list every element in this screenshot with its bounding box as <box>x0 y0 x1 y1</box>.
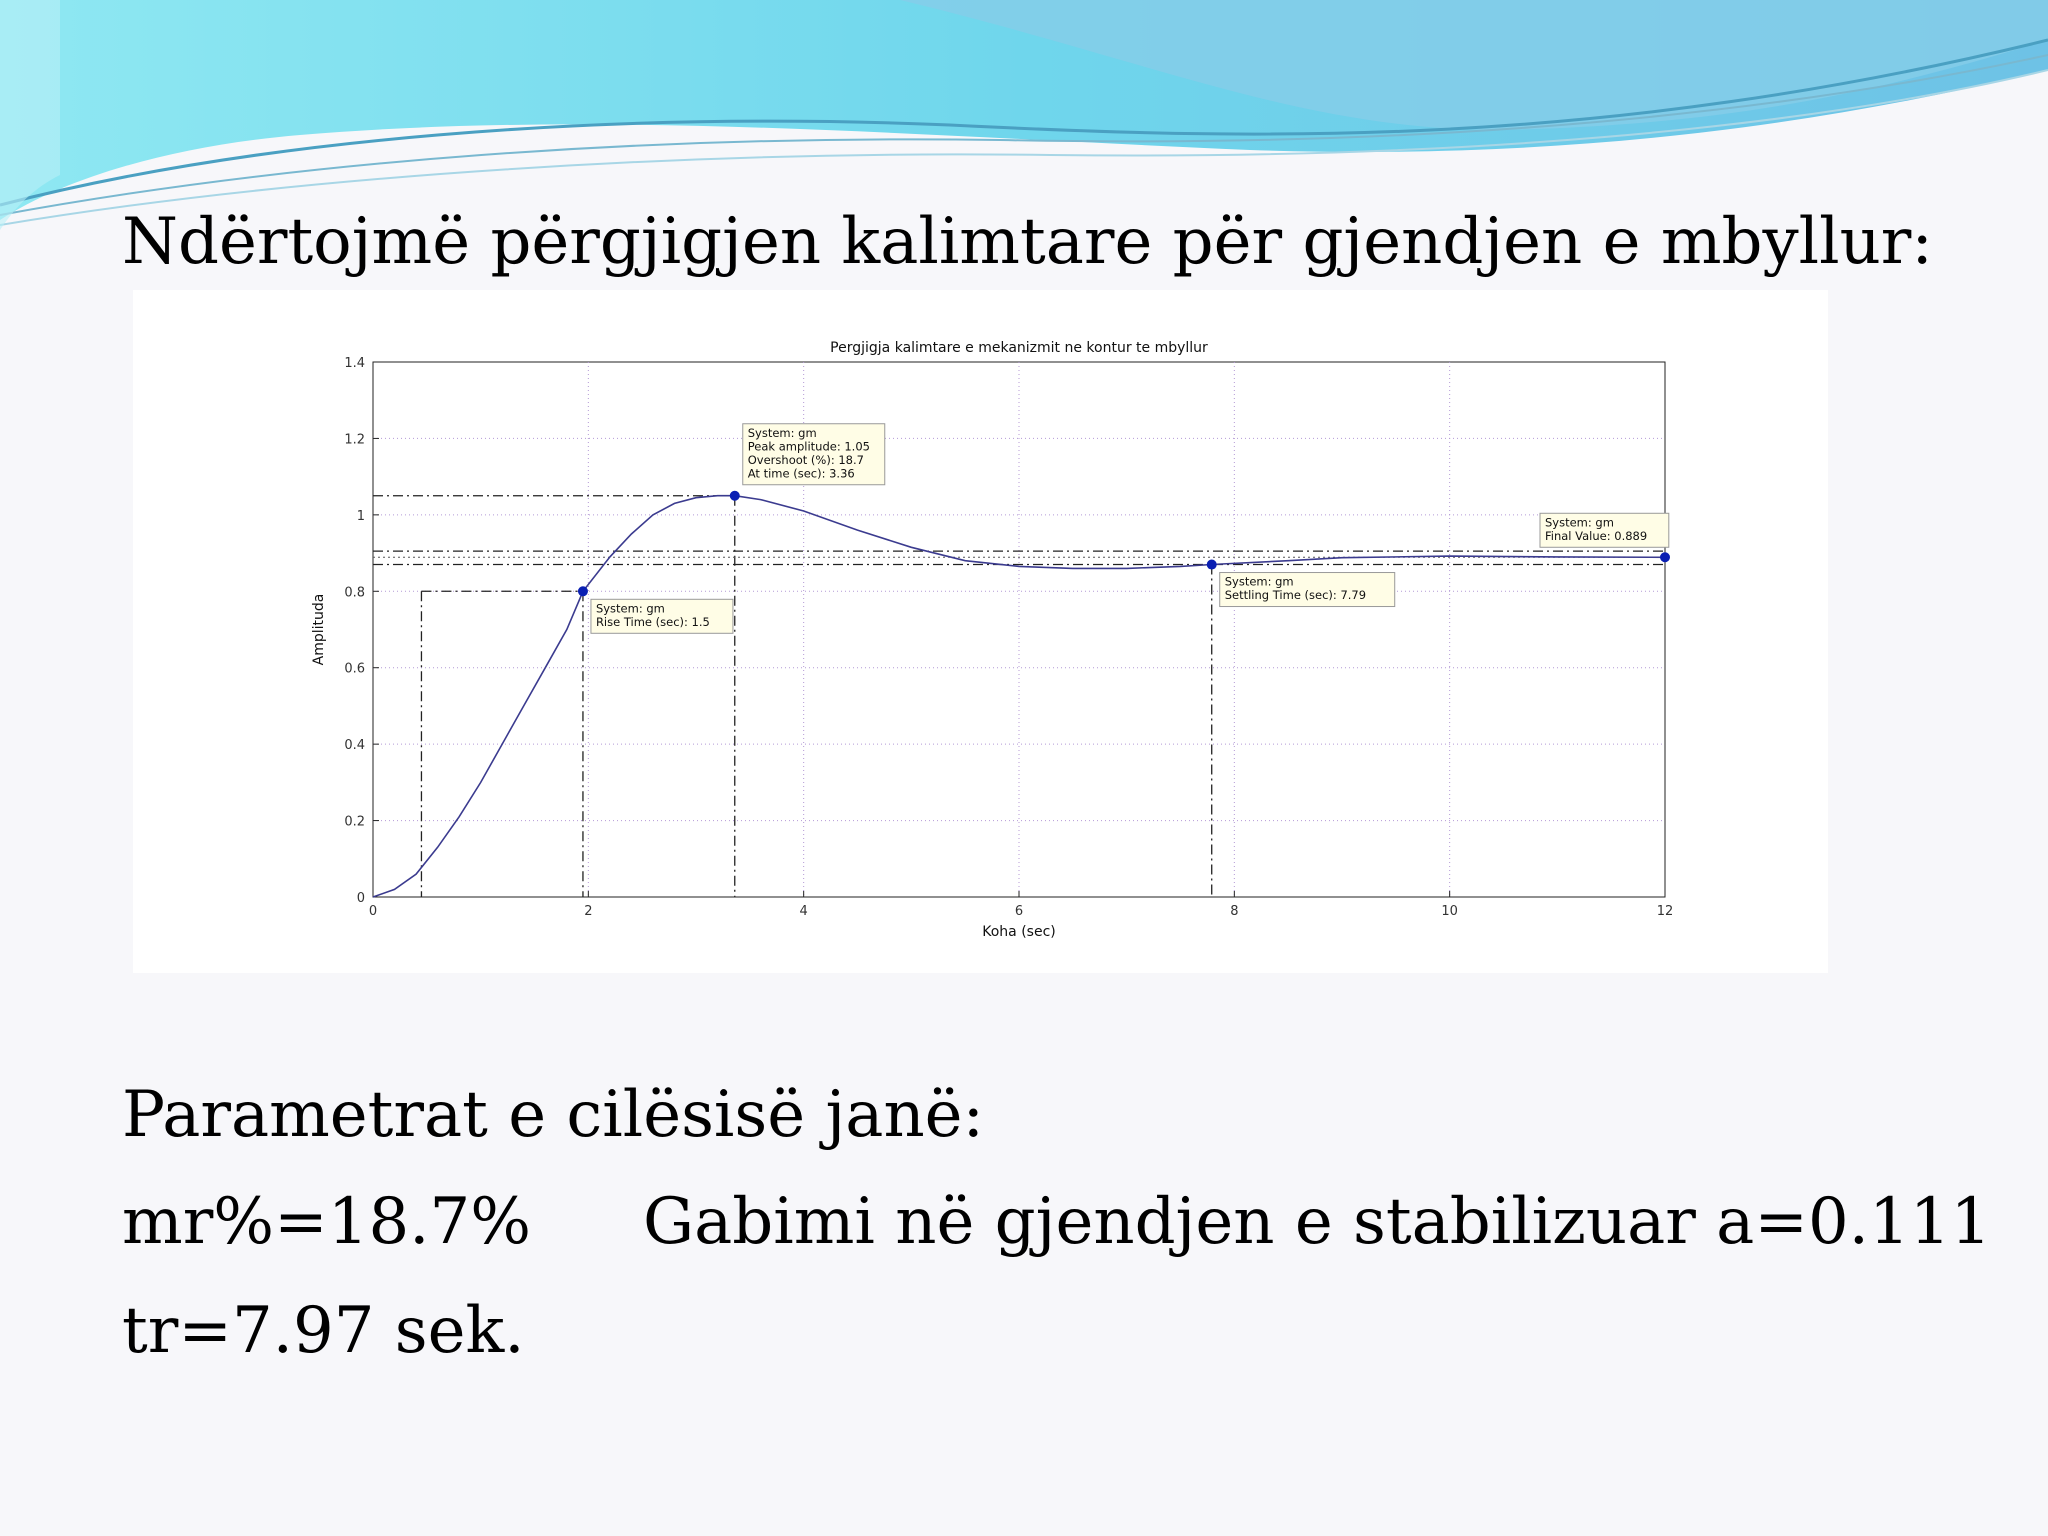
x-tick-label: 0 <box>368 904 378 919</box>
decorative-banner <box>0 0 2048 240</box>
x-tick-label: 12 <box>1656 904 1674 919</box>
datatip-text: System: gm <box>1224 574 1294 589</box>
datatip-marker <box>730 491 740 501</box>
slide-title: Ndërtojmë përgjigjen kalimtare për gjendjen e mbyllur: <box>122 205 1933 279</box>
x-tick-label: 10 <box>1441 904 1458 919</box>
settling-time-value: tr=7.97 sek. <box>122 1294 525 1368</box>
datatip-text: At time (sec): 3.36 <box>747 466 855 481</box>
step-response-chart <box>133 290 1828 973</box>
y-tick-label: 1.4 <box>344 356 365 371</box>
overshoot-value: mr%=18.7% <box>122 1185 532 1259</box>
x-tick-label: 4 <box>799 904 808 919</box>
chart-panel <box>133 290 1828 973</box>
x-tick-label: 2 <box>584 904 593 919</box>
datatip-text: Rise Time (sec): 1.5 <box>595 614 710 629</box>
y-tick-label: 1 <box>356 508 365 524</box>
chart-title: Pergjigja kalimtare e mekanizmit ne kontur te mbyllur <box>830 340 1208 356</box>
datatip-text: Peak amplitude: 1.05 <box>747 439 870 454</box>
datatip-text: System: gm <box>1545 515 1614 530</box>
steady-state-error: Gabimi në gjendjen e stabilizuar a=0.111 <box>643 1185 1992 1259</box>
datatip-text: System: gm <box>747 425 817 440</box>
y-tick-label: 0.2 <box>344 814 365 830</box>
datatip-marker <box>578 586 588 596</box>
datatip-text: Final Value: 0.889 <box>1545 528 1648 543</box>
y-tick-label: 0 <box>356 891 365 906</box>
y-tick-label: 0.4 <box>344 738 365 754</box>
datatip-text: System: gm <box>595 601 665 616</box>
params-heading: Parametrat e cilësisë janë: <box>122 1078 985 1152</box>
datatip-text: Overshoot (%): 18.7 <box>747 452 864 467</box>
datatip-marker <box>1207 560 1217 570</box>
y-tick-label: 0.6 <box>344 661 365 677</box>
y-axis-title: Amplituda <box>311 593 327 666</box>
datatip-text: Settling Time (sec): 7.79 <box>1224 588 1367 603</box>
y-tick-label: 1.2 <box>344 432 365 448</box>
x-tick-label: 6 <box>1014 904 1024 919</box>
datatip-marker <box>1660 552 1670 562</box>
y-tick-label: 0.8 <box>344 585 365 601</box>
x-tick-label: 8 <box>1230 904 1239 919</box>
x-axis-title: Koha (sec) <box>982 924 1056 940</box>
